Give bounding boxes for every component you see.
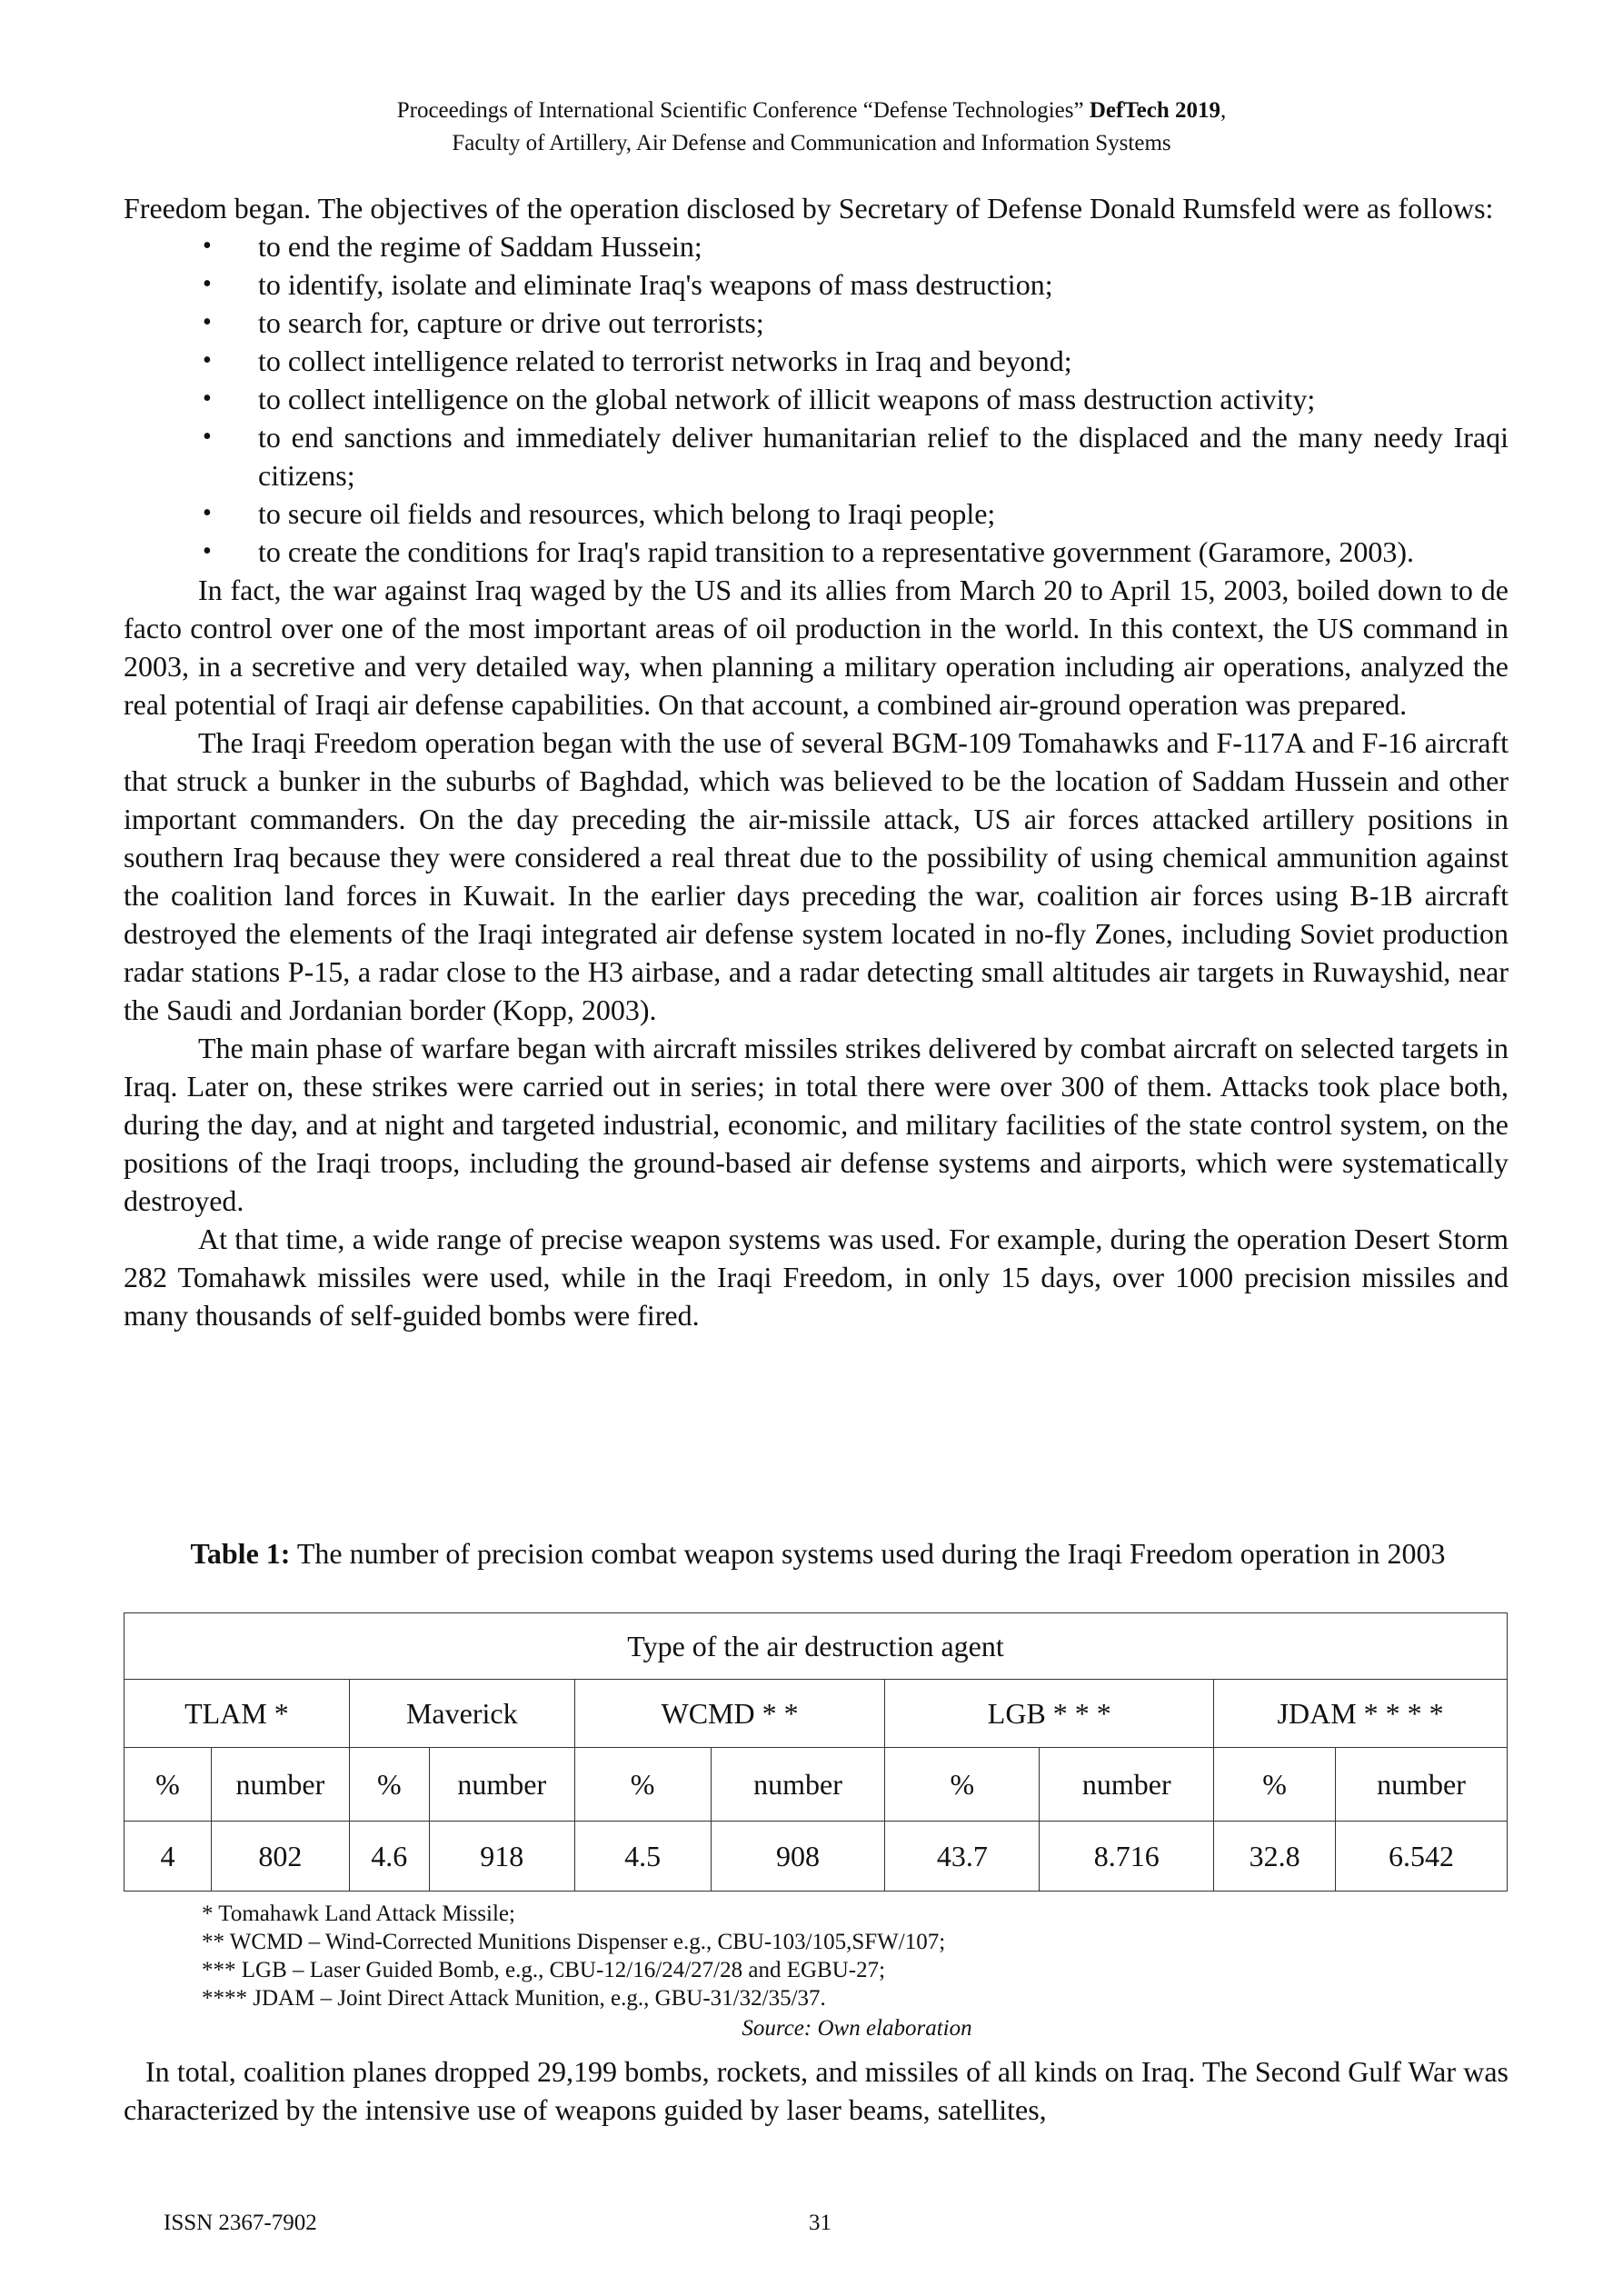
table-cell: 802: [211, 1822, 349, 1892]
table-subheader-cell: number: [429, 1748, 574, 1822]
table-caption-label: Table 1:: [190, 1537, 291, 1570]
table-header-cell: TLAM *: [124, 1680, 350, 1748]
paragraph: The main phase of warfare began with aircraft missiles strikes delivered by combat aircraft on selected targets in Iraq. Later on, these strikes were carried out in series; in total there were over 300 of them. Attacks took place both, during the day, and at night and targeted industrial, economic, and military facilities of the state control system, on the positions of the Iraqi troops, including the ground-based air defense systems and airports, which were systematically destroyed.: [124, 1032, 1508, 1217]
page-number: 31: [809, 2211, 831, 2235]
list-item: [124, 227, 1508, 265]
table-cell: 32.8: [1214, 1822, 1336, 1892]
list-item-text: to collect intelligence on the global network of illicit weapons of mass destruction activity;: [258, 383, 1316, 415]
table-source: Source: Own elaboration: [742, 2016, 972, 2041]
bullet-icon: •: [203, 346, 212, 374]
header-line-1: [0, 95, 1623, 127]
table-header-cell: WCMD * *: [574, 1680, 885, 1748]
list-item: [124, 342, 1508, 380]
table-subheader-cell: %: [349, 1748, 429, 1822]
header-conference-name: DefTech 2019: [1089, 98, 1221, 123]
table-subheader-cell: number: [711, 1748, 885, 1822]
weapons-table: [124, 1612, 1508, 1892]
table-row: [124, 1822, 1508, 1892]
table-notes: [202, 1900, 945, 2012]
table-note: *** LGB – Laser Guided Bomb, e.g., CBU-12/16/24/27/28 and EGBU-27;: [202, 1958, 886, 1982]
table-cell: 908: [711, 1822, 885, 1892]
table-subheader-cell: %: [124, 1748, 212, 1822]
list-item: [124, 418, 1508, 494]
objectives-list: [124, 227, 1508, 571]
intro-paragraph: Freedom began. The objectives of the operation disclosed by Secretary of Defense Donald Rumsfeld were as follows:: [124, 192, 1494, 225]
bullet-icon: •: [203, 232, 212, 260]
table-caption: [182, 1536, 1454, 1571]
table-cell: 8.716: [1040, 1822, 1214, 1892]
list-item: [124, 380, 1508, 418]
table-cell: 43.7: [885, 1822, 1040, 1892]
table-row: [124, 1613, 1508, 1680]
header-line-1-suffix: ,: [1220, 98, 1227, 123]
table-subheader-cell: number: [1040, 1748, 1214, 1822]
bullet-icon: •: [203, 423, 212, 451]
list-item: [124, 265, 1508, 304]
bullet-icon: •: [203, 537, 212, 565]
table-cell: 4: [124, 1822, 212, 1892]
table-note: ** WCMD – Wind-Corrected Munitions Dispenser e.g., CBU-103/105,SFW/107;: [202, 1930, 946, 1954]
table-cell: 918: [429, 1822, 574, 1892]
body-text: [124, 189, 1508, 1334]
list-item-text: to end sanctions and immediately deliver humanitarian relief to the displaced and the many needy Iraqi citizens;: [258, 421, 1508, 492]
paragraph: The Iraqi Freedom operation began with the use of several BGM-109 Tomahawks and F-117A and F-16 aircraft that struck a bunker in the suburbs of Baghdad, which was believed to be the location of Saddam Hussein and other important commanders. On the day preceding the air-missile attack, US air forces attacked artillery positions in southern Iraq because they were considered a real threat due to the possibility of using chemical ammunition against the coalition land forces in Kuwait. In the earlier days preceding the war, coalition air forces using B-1B aircraft destroyed the elements of the Iraqi integrated air defense system located in no-fly Zones, including Soviet production radar stations P-15, a radar close to the H3 airbase, and a radar detecting small altitudes air targets in Ruwayshid, near the Saudi and Jordanian border (Kopp, 2003).: [124, 726, 1508, 1026]
table-cell: 6.542: [1336, 1822, 1508, 1892]
bullet-icon: •: [203, 308, 212, 336]
header-line-2: Faculty of Artillery, Air Defense and Communication and Information Systems: [452, 131, 1171, 155]
bullet-icon: •: [203, 270, 212, 298]
bullet-icon: •: [203, 384, 212, 413]
conference-header: [0, 95, 1623, 160]
list-item-text: to search for, capture or drive out terrorists;: [258, 306, 764, 339]
list-item: [124, 533, 1508, 571]
list-item-text: to identify, isolate and eliminate Iraq's weapons of mass destruction;: [258, 268, 1053, 301]
table-subheader-cell: %: [885, 1748, 1040, 1822]
paragraph: At that time, a wide range of precise weapon systems was used. For example, during the operation Desert Storm 282 Tomahawk missiles were used, while in the Iraqi Freedom, in only 15 days, over 1000 precision missiles and many thousands of self-guided bombs were fired.: [124, 1223, 1508, 1332]
table-note: * Tomahawk Land Attack Missile;: [202, 1902, 515, 1926]
list-item-text: to create the conditions for Iraq's rapid transition to a representative government (Garamore, 2003).: [258, 535, 1414, 568]
table-subheader-cell: number: [1336, 1748, 1508, 1822]
list-item-text: to secure oil fields and resources, which belong to Iraqi people;: [258, 497, 996, 530]
table-header-cell: Maverick: [349, 1680, 574, 1748]
table-header-cell: LGB * * *: [885, 1680, 1214, 1748]
table-row: [124, 1748, 1508, 1822]
table-row: [124, 1680, 1508, 1748]
paragraph: In fact, the war against Iraq waged by the US and its allies from March 20 to April 15, 2003, boiled down to de facto control over one of the most important areas of oil production in the world. In this context, the US command in 2003, in a secretive and very detailed way, when planning a military operation including air operations, analyzed the real potential of Iraqi air defense capabilities. On that account, a combined air-ground operation was prepared.: [124, 574, 1508, 721]
list-item: [124, 494, 1508, 533]
closing-paragraph: In total, coalition planes dropped 29,199 bombs, rockets, and missiles of all kinds on Iraq. The Second Gulf War was characterized by the intensive use of weapons guided by laser beams, satellites,: [124, 2055, 1508, 2126]
list-item: [124, 304, 1508, 342]
bullet-icon: •: [203, 499, 212, 527]
table-caption-text: The number of precision combat weapon systems used during the Iraqi Freedom operation in 2003: [290, 1537, 1446, 1570]
list-item-text: to end the regime of Saddam Hussein;: [258, 230, 702, 263]
table-subheader-cell: %: [1214, 1748, 1336, 1822]
table-subheader-cell: number: [211, 1748, 349, 1822]
table-header-cell: JDAM * * * *: [1214, 1680, 1508, 1748]
table-subheader-cell: %: [574, 1748, 711, 1822]
table-note: **** JDAM – Joint Direct Attack Munition, e.g., GBU-31/32/35/37.: [202, 1986, 826, 2011]
table-cell: 4.6: [349, 1822, 429, 1892]
table-cell: 4.5: [574, 1822, 711, 1892]
table-header-cell: Type of the air destruction agent: [124, 1613, 1508, 1680]
footer-issn: ISSN 2367-7902: [164, 2211, 317, 2235]
header-line-1-prefix: Proceedings of International Scientific Conference “Defense Technologies”: [396, 98, 1090, 123]
list-item-text: to collect intelligence related to terrorist networks in Iraq and beyond;: [258, 344, 1072, 377]
